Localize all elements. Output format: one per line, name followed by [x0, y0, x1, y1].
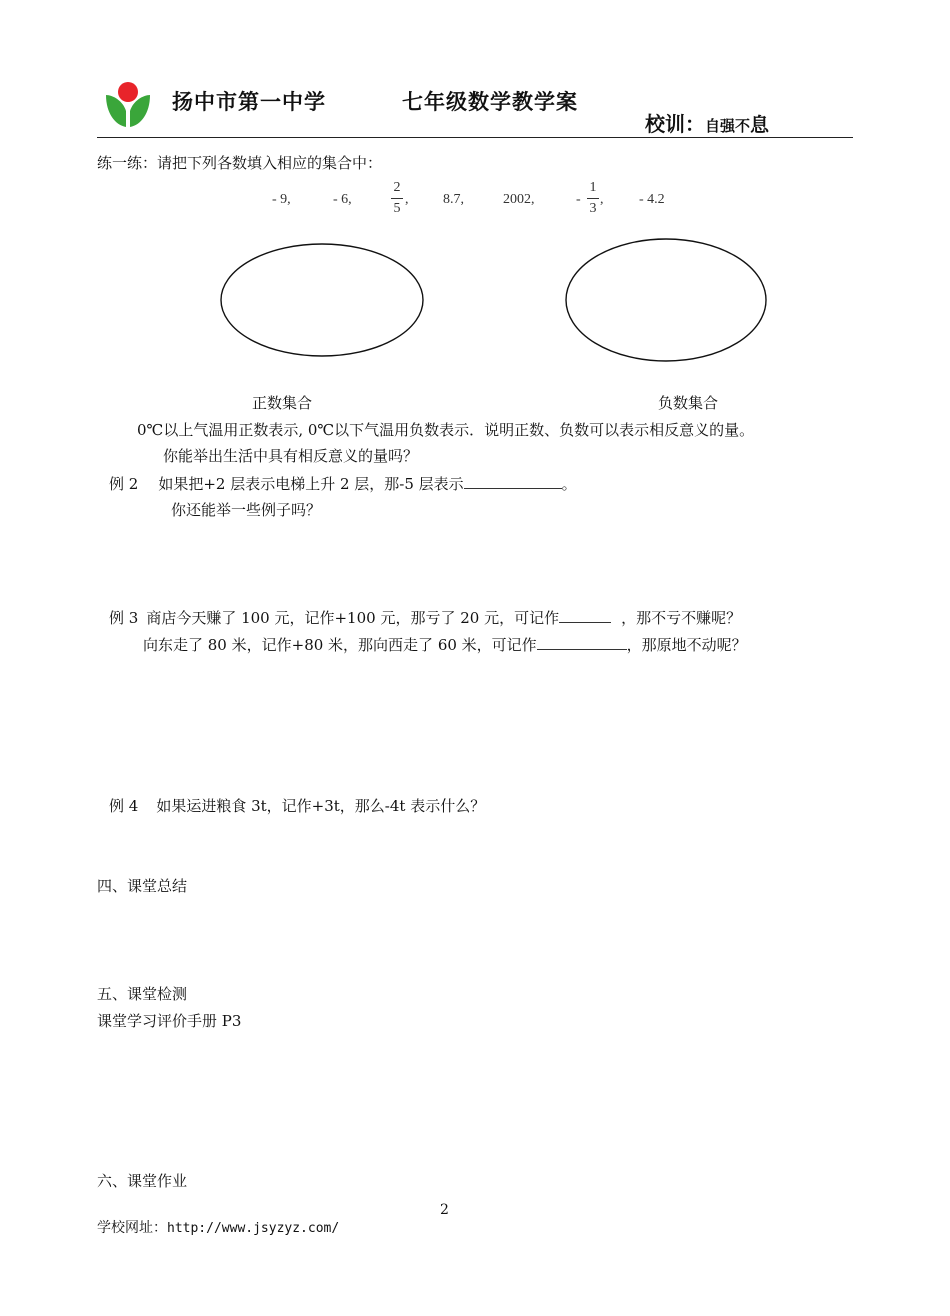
number-item: - 4.2 — [639, 192, 665, 207]
website-link[interactable]: http://www.jsyzyz.com/ — [167, 1221, 340, 1236]
answer-blank[interactable] — [559, 622, 611, 623]
exercise-title: 练一练：请把下列各数填入相应的集合中： — [97, 154, 383, 172]
section-check-detail: 课堂学习评价手册 P3 — [97, 1012, 242, 1030]
fraction-two-fifths: 2 5 — [391, 180, 403, 217]
course-title: 七年级数学教学案 — [402, 89, 578, 114]
section-check: 五、课堂检测 — [97, 985, 188, 1003]
example-3: 例 3 商店今天赚了 100 元，记作+100 元，那亏了 20 元，可记作 ，那不亏不赚呢？ — [109, 609, 742, 627]
example-label: 例 4 — [109, 797, 139, 815]
example-label: 例 2 — [109, 475, 139, 493]
number-item: - 6, — [333, 192, 352, 207]
fraction-comma: , — [600, 192, 604, 207]
header-rule — [97, 137, 853, 138]
opposite-quantity-question: 你能举出生活中具有相反意义的量吗？ — [163, 447, 419, 465]
example-2: 例 2 如果把+2 层表示电梯上升 2 层，那-5 层表示 。 — [109, 475, 577, 493]
example-label: 例 3 — [109, 609, 139, 627]
page-number: 2 — [440, 1202, 449, 1218]
motto-text: 自强不息 — [705, 114, 770, 136]
logo-red-dot — [118, 82, 138, 102]
example-3-second: 向东走了 80 米，记作+80 米，那向西走了 60 米，可记作 ，那原地不动呢？ — [143, 636, 747, 654]
school-logo — [103, 79, 153, 129]
number-item: - 9, — [272, 192, 291, 207]
fraction-one-third: 1 3 — [587, 180, 599, 217]
temperature-line: 0℃以上气温用正数表示, 0℃以下气温用负数表示．说明正数、负数可以表示相反意义的量。 — [137, 421, 755, 439]
number-item: 2002, — [503, 192, 535, 207]
positive-set-ellipse — [218, 243, 428, 371]
number-item: 8.7, — [443, 192, 464, 207]
answer-blank[interactable] — [537, 649, 627, 650]
motto-label: 校训： — [645, 112, 705, 136]
fraction-comma: , — [405, 192, 409, 207]
school-website — [97, 1217, 339, 1237]
negative-set-label: 负数集合 — [658, 394, 719, 412]
answer-blank[interactable] — [464, 488, 562, 489]
school-name: 扬中市第一中学 — [172, 89, 326, 114]
positive-set-label: 正数集合 — [252, 394, 313, 412]
section-summary: 四、课堂总结 — [97, 877, 188, 895]
example-2-followup: 你还能举一些例子吗？ — [171, 501, 322, 519]
school-motto — [645, 108, 769, 137]
negative-set-ellipse — [563, 237, 773, 365]
example-4: 例 4 如果运进粮食 3t，记作+3t，那么-4t 表示什么？ — [109, 797, 486, 815]
section-homework: 六、课堂作业 — [97, 1172, 188, 1190]
fraction-sign: - — [576, 192, 581, 207]
website-label: 学校网址： — [97, 1220, 167, 1236]
